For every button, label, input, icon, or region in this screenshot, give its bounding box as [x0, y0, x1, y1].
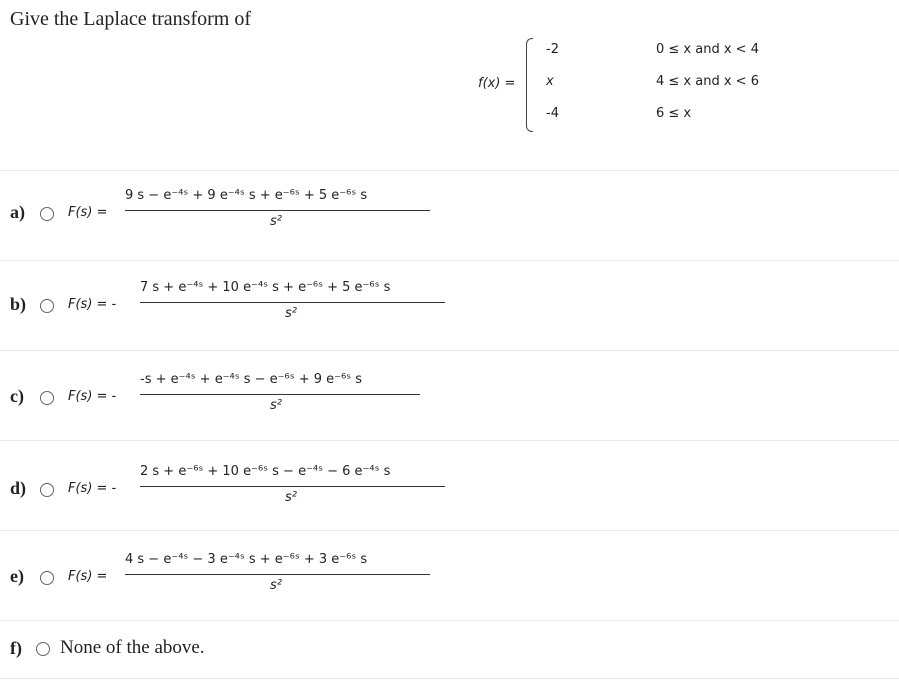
piece-condition: 4 ≤ x and x < 6: [656, 74, 759, 89]
question-text: Give the Laplace transform of: [10, 8, 252, 30]
denominator: s²: [285, 306, 297, 321]
option-letter: c): [10, 386, 24, 406]
answer-option-b[interactable]: [0, 270, 899, 340]
numerator: 9 s − e⁻⁴ˢ + 9 e⁻⁴ˢ s + e⁻⁶ˢ + 5 e⁻⁶ˢ s: [125, 188, 368, 203]
piece-value: -2: [546, 42, 559, 57]
option-lhs: F(s) =: [68, 569, 108, 584]
option-lhs: F(s) = -: [68, 297, 117, 312]
denominator: s²: [270, 398, 282, 413]
piece-value: -4: [546, 106, 559, 121]
option-lhs: F(s) =: [68, 205, 108, 220]
piece-row: [538, 42, 798, 62]
answer-option-d[interactable]: [0, 450, 899, 520]
option-letter: e): [10, 566, 24, 586]
fraction-bar: [140, 302, 445, 303]
divider: [0, 620, 899, 621]
radio-button[interactable]: [40, 571, 54, 585]
fraction: [140, 372, 420, 422]
none-of-above-label: None of the above.: [60, 637, 205, 658]
piece-value: x: [546, 74, 554, 89]
denominator: s²: [270, 214, 282, 229]
fraction-bar: [125, 574, 430, 575]
piece-condition: 6 ≤ x: [656, 106, 692, 121]
option-lhs: F(s) = -: [68, 389, 117, 404]
radio-button[interactable]: [40, 483, 54, 497]
piece-row: [538, 74, 798, 94]
radio-button[interactable]: [40, 391, 54, 405]
option-letter: b): [10, 294, 27, 314]
divider: [0, 530, 899, 531]
answer-option-a[interactable]: [0, 180, 899, 250]
divider: [0, 260, 899, 261]
fraction-bar: [140, 394, 420, 395]
radio-button[interactable]: [36, 642, 50, 656]
option-letter: a): [10, 202, 25, 222]
fraction: [140, 280, 445, 330]
option-letter: f): [10, 638, 22, 658]
denominator: s²: [285, 490, 297, 505]
fraction: [125, 188, 430, 238]
divider: [0, 170, 899, 171]
numerator: 2 s + e⁻⁶ˢ + 10 e⁻⁶ˢ s − e⁻⁴ˢ − 6 e⁻⁴ˢ s: [140, 464, 391, 479]
answer-option-c[interactable]: [0, 358, 899, 428]
divider: [0, 350, 899, 351]
numerator: -s + e⁻⁴ˢ + e⁻⁴ˢ s − e⁻⁶ˢ + 9 e⁻⁶ˢ s: [140, 372, 362, 387]
fraction: [140, 464, 445, 514]
fraction-bar: [140, 486, 445, 487]
answer-option-e[interactable]: [0, 540, 899, 610]
radio-button[interactable]: [40, 299, 54, 313]
divider: [0, 440, 899, 441]
radio-button[interactable]: [40, 207, 54, 221]
fraction: [125, 552, 430, 602]
numerator: 4 s − e⁻⁴ˢ − 3 e⁻⁴ˢ s + e⁻⁶ˢ + 3 e⁻⁶ˢ s: [125, 552, 368, 567]
numerator: 7 s + e⁻⁴ˢ + 10 e⁻⁴ˢ s + e⁻⁶ˢ + 5 e⁻⁶ˢ s: [140, 280, 391, 295]
divider: [0, 678, 899, 679]
piecewise-function: [478, 38, 778, 133]
answer-option-f[interactable]: [0, 628, 899, 668]
option-lhs: F(s) = -: [68, 481, 117, 496]
function-lhs: f(x) =: [478, 76, 516, 91]
denominator: s²: [270, 578, 282, 593]
piece-condition: 0 ≤ x and x < 4: [656, 42, 759, 57]
option-letter: d): [10, 478, 27, 498]
piece-row: [538, 106, 798, 126]
fraction-bar: [125, 210, 430, 211]
left-brace: [526, 38, 533, 132]
